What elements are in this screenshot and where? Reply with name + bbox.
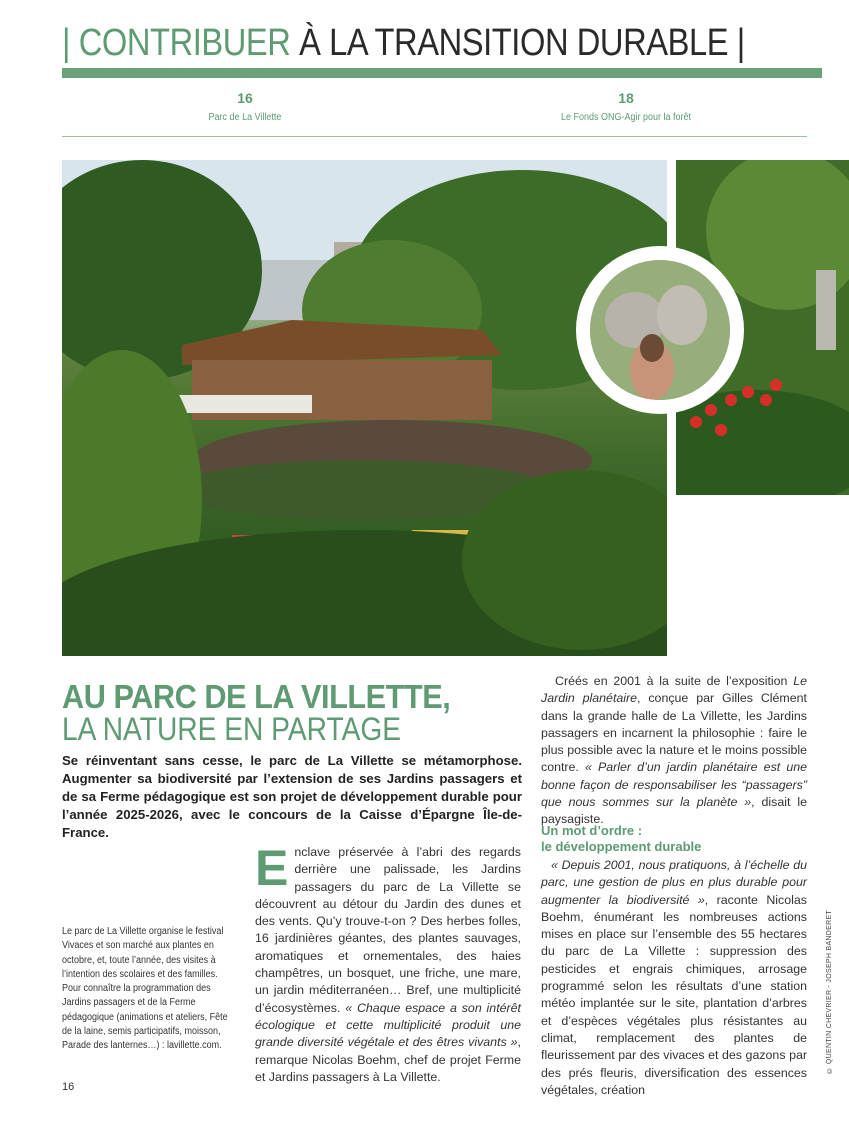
section-title-dark: À LA TRANSITION DURABLE | (290, 22, 745, 64)
article-lead: Se réinventant sans cesse, le parc de La Villette se métamorphose. Augmenter sa biodiversité par l’extension de ses Jardins passagers et de sa Ferme pédagogique est son projet de développement durable pour l’année 2025-2026, avec le concours de la Caisse d’Épargne Île-de-France. (62, 753, 522, 840)
drop-cap: E (255, 840, 289, 896)
article-subtitle: LA NATURE EN PARTAGE (62, 711, 402, 747)
column-2-quote: « Parler d’un jardin planétaire est une bonne façon de responsabiliser les “passagers” que nous sommes sur la planète » (541, 760, 807, 810)
section-title (62, 22, 745, 65)
page-number: 16 (62, 1081, 75, 1093)
column-2-text-mid: , conçue par Gilles Clément dans la grande halle de La Villette, les Jardins passagers en incarnent la philosophie : faire le plus possible avec la nature et le moins possible contre. (541, 691, 807, 775)
donkeys-photo (590, 260, 730, 400)
column-2-text-end: , disait le paysagiste. (541, 795, 807, 827)
main-garden-photo (62, 160, 667, 656)
column-2-quote-2: « Depuis 2001, nous pratiquons, à l’échelle du parc, une gestion de plus en plus durable pour augmenter la biodiversité » (541, 858, 807, 907)
subhead-line-1: Un mot d’ordre : (541, 823, 643, 838)
toc-entry-18[interactable] (436, 90, 816, 123)
article-column-2-continued (541, 857, 807, 1099)
photo-gutter-horizontal (667, 495, 849, 509)
toc-label: Parc de La Villette (208, 112, 282, 123)
sidebar-info: Le parc de La Villette organise le festival Vivaces et son marché aux plantes en octobre, et, toute l’année, des visites à l’intention des scolaires et des familles. Pour connaître la programmation des Jardins passagers et de la Ferme pédagogique (animations et ateliers, Fête de la laine, semis participatifs, moisson, Parade des lanternes…) : lavillette.com. (62, 926, 228, 1052)
article-column-2 (541, 673, 807, 829)
main-garden-illustration (62, 160, 667, 656)
column-2-book-title: Le Jardin planétaire (541, 674, 807, 706)
subhead-line-2: le développement durable (541, 839, 702, 854)
toc-number: 16 (237, 90, 253, 106)
article-column-1 (255, 840, 521, 1086)
toc-entry-16[interactable] (55, 90, 435, 123)
donkeys-illustration (590, 260, 730, 400)
column-1-quote: « Chaque espace a son intérêt écologique et cette multiplicité produit une grande diversité végétale et des êtres vivants » (255, 1000, 521, 1050)
column-2-text: Créés en 2001 à la suite de l’exposition (555, 674, 794, 688)
photo-credit: © QUENTIN CHEVRIER - JOSEPH BANDERET (826, 910, 833, 1074)
column-1-end: , remarque Nicolas Boehm, chef de projet Ferme et Jardins passagers à La Villette. (255, 1035, 521, 1084)
header-green-bar (62, 68, 822, 78)
toc-label: Le Fonds ONG-Agir pour la forêt (560, 112, 692, 123)
article-title: AU PARC DE LA VILLETTE, (62, 678, 451, 715)
column-1-text: nclave préservée à l’abri des regards derrière une palissade, les Jardins passagers du parc de La Villette se découvrent au détour du Jardin des dunes et des vents. Qu’y trouve-t-on ? Des herbes folles, 16 jardinières géantes, des plantes sauvages, aromatiques et ornementales, des haies champêtres, un bosquet, une friche, une mare, un jardin méditerranéen… Bref, une multiplicité d’écosystèmes. (255, 845, 521, 1015)
section-title-green: | CONTRIBUER (62, 22, 291, 64)
column-2-text-2: , raconte Nicolas Boehm, énumérant les nombreuses actions mises en place sur l’ensemble des 55 hectares du parc de La Villette : suppression des pesticides et engrais chimiques, arrosage programmé selon les résultats d’une station météo implantée sur le site, plantation d’arbres et d’espèces végétales plus résistantes au climat, remplacement des plantes de fleurissement par des vivaces et des gazons par des prés fleuris, diversification des essences végétales, création (541, 892, 807, 1097)
section-subhead (541, 823, 701, 855)
toc-divider (62, 136, 807, 137)
toc-number: 18 (618, 90, 634, 106)
